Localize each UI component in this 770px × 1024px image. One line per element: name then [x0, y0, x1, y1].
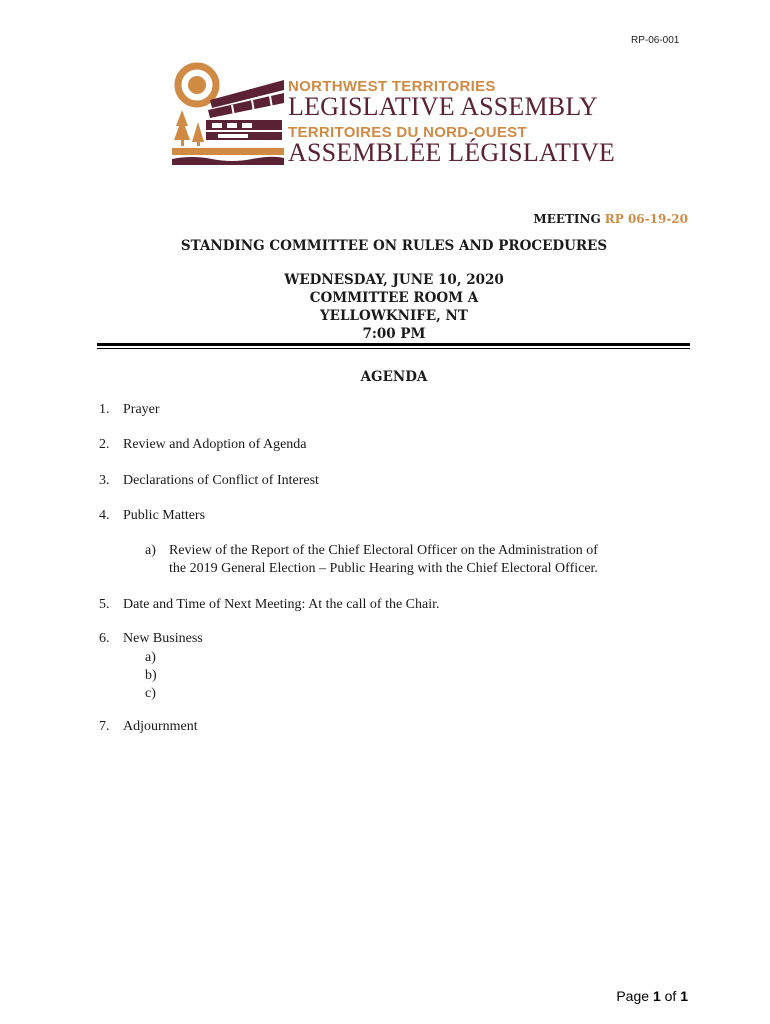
agenda-item-number: 5.: [99, 597, 110, 612]
assembly-emblem-icon: [172, 60, 284, 170]
logo-line-en-territories: NORTHWEST TERRITORIES: [288, 78, 496, 95]
meeting-reference: [533, 212, 688, 226]
meeting-code: RP 06-19-20: [604, 212, 688, 226]
agenda-item-text: Date and Time of Next Meeting: At the call of the Chair.: [123, 597, 440, 612]
agenda-item-number: 6.: [99, 631, 110, 646]
meeting-time: 7:00 PM: [362, 326, 426, 342]
logo-line-en-assembly: LEGISLATIVE ASSEMBLY: [288, 92, 598, 121]
agenda-item-number: 7.: [99, 719, 110, 734]
agenda-item-2: [99, 437, 307, 453]
document-id: RP-06-001: [631, 35, 680, 46]
agenda-subitem-letter: b): [145, 668, 157, 683]
agenda-subitem-4a: [145, 542, 598, 578]
agenda-item-7: [99, 719, 198, 735]
agenda-item-text: Declarations of Conflict of Interest: [123, 473, 319, 488]
agenda-subitem-letter: a): [145, 650, 156, 665]
agenda-item-number: 3.: [99, 473, 110, 488]
meeting-label: MEETING: [533, 212, 601, 226]
agenda-item-number: 4.: [99, 508, 110, 523]
page-current: 1: [652, 988, 661, 1004]
agenda-item-1: [99, 402, 160, 418]
page-of-word: of: [664, 988, 677, 1004]
agenda-item-number: 1.: [99, 402, 110, 417]
agenda-item-4: [99, 508, 205, 524]
agenda-subitem-6a: [145, 649, 169, 667]
agenda-item-text: Review and Adoption of Agenda: [123, 437, 307, 452]
agenda-subitem-6b: [145, 667, 169, 685]
agenda-item-number: 2.: [99, 437, 110, 452]
header-divider: [97, 343, 690, 346]
page-word: Page: [616, 988, 650, 1004]
header-divider-thin: [97, 348, 690, 349]
meeting-date: WEDNESDAY, JUNE 10, 2020: [284, 272, 504, 288]
agenda-item-text: Prayer: [123, 402, 160, 417]
logo-line-fr-territories: TERRITOIRES DU NORD-OUEST: [288, 124, 527, 141]
logo-line-fr-assembly: ASSEMBLÉE LÉGISLATIVE: [288, 138, 616, 167]
meeting-city: YELLOWKNIFE, NT: [320, 308, 468, 324]
assembly-logo: [172, 60, 632, 170]
agenda-item-text: Adjournment: [123, 719, 198, 734]
agenda-subitem-text-line2: the 2019 General Election – Public Hearing with the Chief Electoral Officer.: [169, 561, 598, 576]
agenda-subitem-text-line1: Review of the Report of the Chief Electoral Officer on the Administration of: [169, 543, 598, 558]
meeting-room: COMMITTEE ROOM A: [309, 290, 479, 306]
agenda-item-text: Public Matters: [123, 508, 206, 523]
agenda-item-3: [99, 473, 319, 489]
page-total: 1: [680, 988, 688, 1004]
agenda-subitem-letter: c): [145, 686, 156, 701]
page-number: [616, 988, 688, 1004]
agenda-title: AGENDA: [360, 369, 428, 385]
agenda-subitem-6c: [145, 685, 169, 703]
agenda-item-5: [99, 597, 440, 613]
agenda-item-text: New Business: [123, 631, 203, 646]
agenda-item-6: [99, 631, 203, 647]
agenda-subitem-letter: a): [145, 543, 156, 558]
committee-name: STANDING COMMITTEE ON RULES AND PROCEDURES: [180, 238, 608, 254]
